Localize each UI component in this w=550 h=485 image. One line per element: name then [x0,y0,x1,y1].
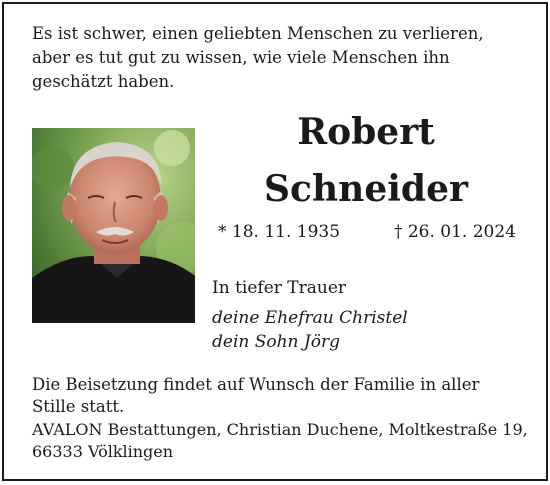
condolence-verse [32,22,512,94]
verse-line: aber es tut gut zu wissen, wie viele Menschen ihn [32,48,450,67]
verse-line: Es ist schwer, einen geliebten Menschen zu verlieren, [32,24,484,43]
burial-line: Stille statt. [32,397,125,416]
life-dates [218,221,516,243]
burial-line: Die Beisetzung findet auf Wunsch der Familie in aller [32,375,480,394]
undertaker-line: AVALON Bestattungen, Christian Duchene, Moltkestraße 19, [32,420,528,439]
mourning-heading: In tiefer Trauer [212,278,347,298]
birth-date: * 18. 11. 1935 [218,222,341,242]
mourners-list [212,306,408,354]
undertaker-info [32,419,542,463]
mourner: dein Sohn Jörg [212,332,340,352]
undertaker-line: 66333 Völklingen [32,442,174,461]
deceased-last-name: Schneider [264,168,468,210]
death-date: † 26. 01. 2024 [393,222,516,242]
burial-notice [32,374,532,418]
obituary-notice [2,2,548,481]
deceased-first-name: Robert [297,111,435,153]
verse-line: geschätzt haben. [32,72,175,91]
mourner: deine Ehefrau Christel [212,308,408,328]
portrait-photo [32,128,195,323]
